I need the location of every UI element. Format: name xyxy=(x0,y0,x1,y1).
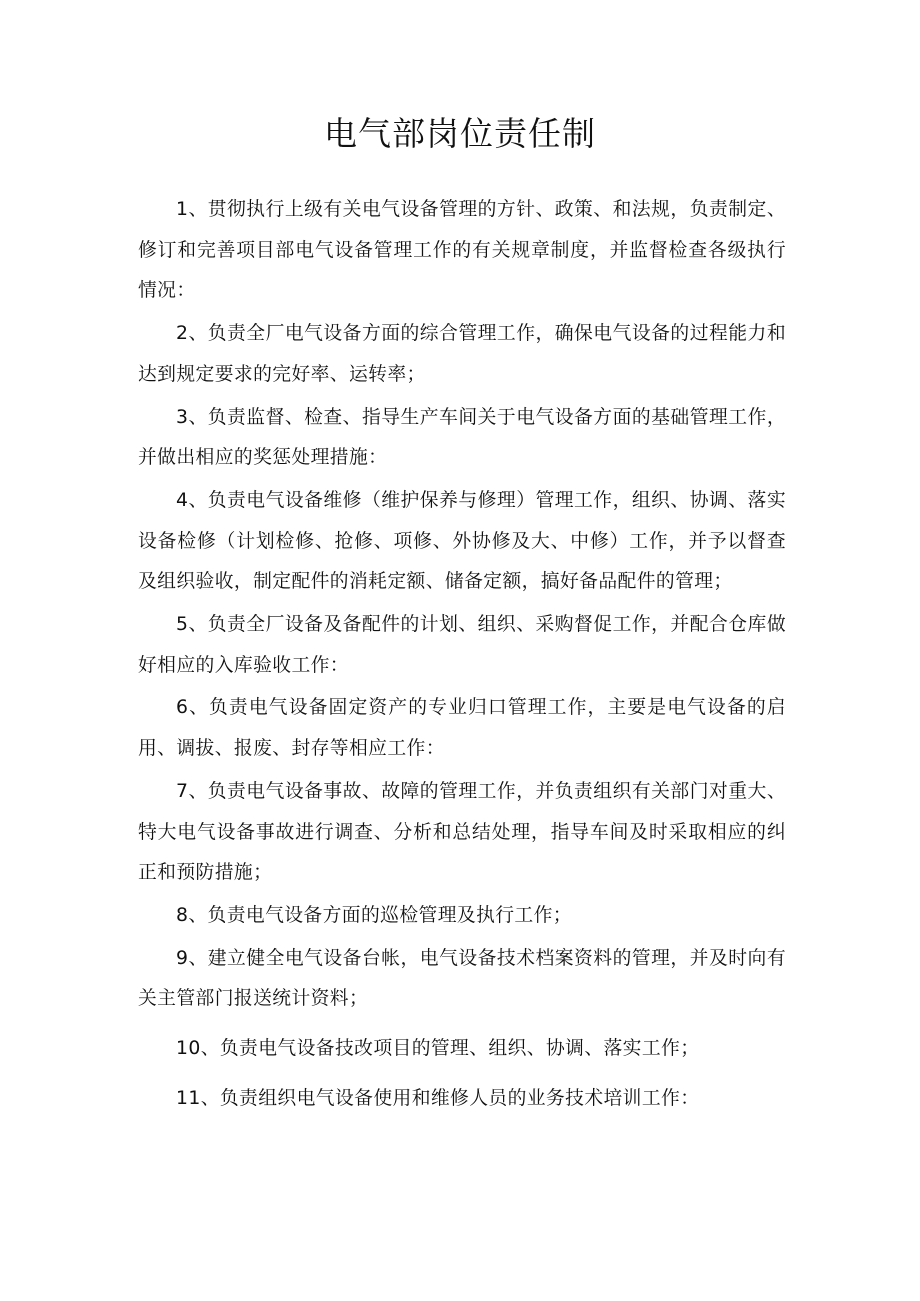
clause-6: 6、负责电气设备固定资产的专业归口管理工作，主要是电气设备的启用、调拔、报废、封存等相应工作： xyxy=(138,697,786,760)
clause-1: 1、贯彻执行上级有关电气设备管理的方针、政策、和法规，负责制定、修订和完善项目部电气设备管理工作的有关规章制度，并监督检查各级执行情况： xyxy=(138,199,786,302)
document-title: 电气部岗位责任制 xyxy=(324,114,596,153)
clause-4: 4、负责电气设备维修（维护保养与修理）管理工作，组织、协调、落实设备检修（计划检修、抢修、项修、外协修及大、中修）工作，并予以督查及组织验收，制定配件的消耗定额、储备定额，搞好备品配件的管理； xyxy=(138,489,786,593)
clause-10: 10、负责电气设备技改项目的管理、组织、协调、落实工作； xyxy=(176,1038,700,1060)
clause-3: 3、负责监督、检查、指导生产车间关于电气设备方面的基础管理工作，并做出相应的奖惩处理措施： xyxy=(138,406,786,469)
clause-11: 11、负责组织电气设备使用和维修人员的业务技术培训工作： xyxy=(176,1087,700,1109)
document-body xyxy=(138,190,786,1121)
clause-7: 7、负责电气设备事故、故障的管理工作，并负责组织有关部门对重大、特大电气设备事故进行调查、分析和总结处理，指导车间及时采取相应的纠正和预防措施； xyxy=(138,780,786,884)
clause-9: 9、建立健全电气设备台帐，电气设备技术档案资料的管理，并及时向有关主管部门报送统计资料； xyxy=(138,947,786,1010)
clause-5: 5、负责全厂设备及备配件的计划、组织、采购督促工作，并配合仓库做好相应的入库验收工作： xyxy=(138,614,786,676)
clause-8: 8、负责电气设备方面的巡检管理及执行工作； xyxy=(176,904,572,926)
clause-2: 2、负责全厂电气设备方面的综合管理工作，确保电气设备的过程能力和达到规定要求的完好率、运转率； xyxy=(138,323,786,385)
